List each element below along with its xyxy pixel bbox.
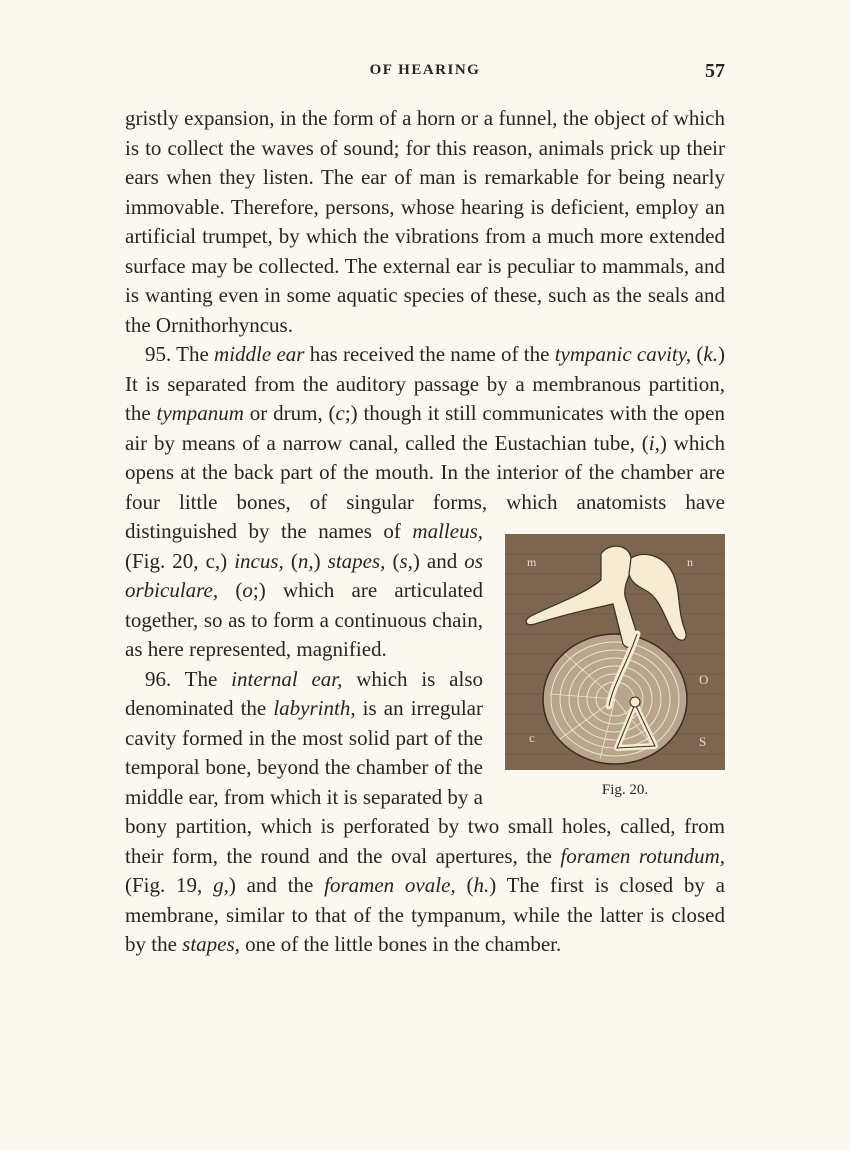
running-head bbox=[125, 62, 725, 84]
svg-text:S: S bbox=[699, 734, 707, 749]
svg-text:O: O bbox=[699, 672, 709, 687]
figure-20 bbox=[505, 534, 725, 796]
svg-text:c: c bbox=[529, 730, 535, 745]
paragraph-95: 95. The middle ear has received the name of the tympanic cavity, (k.) It is separated from the auditory passage by a membranous partition, the tympanum or drum, (c;) though it still communicates with the open air by means of a narrow canal, called the Eustachian tube, (i,) which opens at the back part of the mouth. In the interior of the chamber are four little bones, of singular forms, which anatomists have distinguished by the names of m n O c S Fig. 20. malleus, (Fig. 20, c,) incus, (n,) stapes, (s,) and os orbiculare, (o;) which are articulated together, so as to form a continuous chain, as here represented, magnified. bbox=[125, 340, 725, 665]
ear-ossicles-illustration bbox=[505, 534, 725, 770]
figure-caption: Fig. 20. bbox=[601, 782, 649, 798]
svg-text:m: m bbox=[527, 555, 537, 569]
paragraph-96: 96. The internal ear, which is also denominated the labyrinth, is an irregular cavity formed in the most solid part of the temporal bone, beyond the chamber of the middle ear, from which it is separated by a bony partition, which is perforated by two small holes, called, from their form, the round and the oval apertures, the foramen rotundum, (Fig. 19, g,) and the foramen ovale, (h.) The first is closed by a membrane, similar to that of the tympanum, while the latter is closed by the stapes, one of the little bones in the chamber. bbox=[125, 666, 725, 956]
running-title: OF HEARING bbox=[369, 62, 481, 78]
paragraph-external-ear: gristly expansion, in the form of a horn or a funnel, the object of which is to collect the waves of sound; for this reason, animals prick up their ears when they listen. The ear of man is remarkable for being nearly immovable. Therefore, persons, whose hearing is deficient, employ an artificial trumpet, by which the vibrations from a much more extended surface may be collected. The external ear is peculiar to mammals, and is wanting even in some aquatic species of these, such as the seals and the Ornithorhyncus. bbox=[125, 106, 725, 337]
svg-text:n: n bbox=[687, 555, 693, 569]
page-number: 57 bbox=[705, 60, 725, 82]
body-text bbox=[125, 104, 725, 960]
